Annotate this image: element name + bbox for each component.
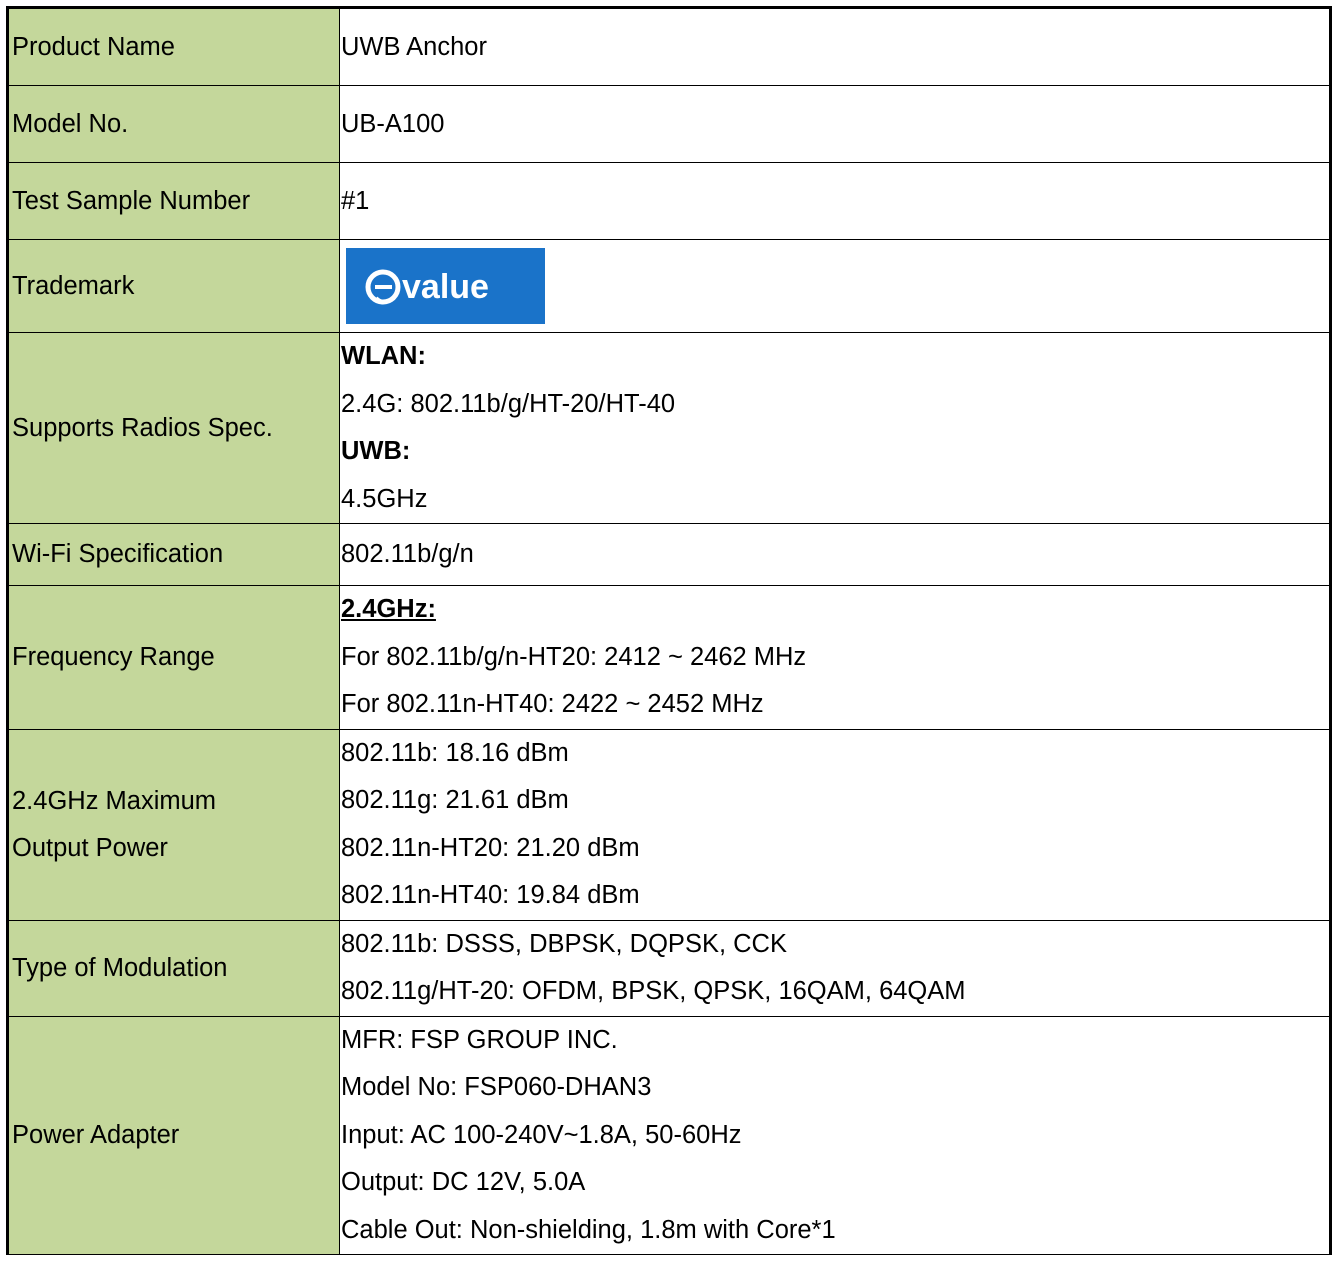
- label-trademark: Trademark: [8, 240, 340, 333]
- value-line: 802.11b: 18.16 dBm: [341, 738, 569, 767]
- table-row: [8, 163, 1331, 240]
- value-line: 802.11n-HT40: 19.84 dBm: [341, 881, 640, 909]
- value-line: 2.4GHz:: [341, 595, 436, 623]
- value-line: For 802.11n-HT40: 2422 ~ 2452 MHz: [341, 690, 764, 718]
- value-model-no: UB-A100: [341, 110, 445, 138]
- value-line: Cable Out: Non-shielding, 1.8m with Core*1: [341, 1215, 836, 1244]
- value-line: 2.4G: 802.11b/g/HT-20/HT-40: [341, 389, 676, 418]
- value-line: Input: AC 100-240V~1.8A, 50-60Hz: [341, 1120, 742, 1149]
- value-test-sample-number: #1: [341, 187, 370, 215]
- table-row: [8, 1016, 1331, 1255]
- table-row: [8, 86, 1331, 163]
- value-line: 802.11n-HT20: 21.20 dBm: [341, 833, 640, 862]
- product-spec-table: [6, 6, 1332, 1255]
- value-line: 802.11g: 21.61 dBm: [341, 786, 569, 814]
- label-type-of-modulation: Type of Modulation: [8, 920, 340, 1016]
- table-row: [8, 729, 1331, 920]
- value-line: 802.11g/HT-20: OFDM, BPSK, QPSK, 16QAM, 64QAM: [341, 977, 966, 1005]
- table-row: [8, 920, 1331, 1016]
- label-power-adapter: Power Adapter: [8, 1016, 340, 1255]
- value-line: MFR: FSP GROUP INC.: [341, 1025, 618, 1054]
- value-line: 4.5GHz: [341, 484, 428, 513]
- label-supports-radios-spec: Supports Radios Spec.: [8, 333, 340, 524]
- table-row: [8, 524, 1331, 586]
- label-wifi-specification: Wi-Fi Specification: [8, 524, 340, 586]
- label-test-sample-number: Test Sample Number: [8, 163, 340, 240]
- label-line: 2.4GHz Maximum: [12, 786, 217, 815]
- value-line: WLAN:: [341, 342, 426, 370]
- label-frequency-range: Frequency Range: [8, 586, 340, 730]
- label-product-name: Product Name: [8, 8, 340, 86]
- value-wifi-specification: 802.11b/g/n: [341, 540, 474, 568]
- value-line: For 802.11b/g/n-HT20: 2412 ~ 2462 MHz: [341, 642, 807, 671]
- value-line: 802.11b: DSSS, DBPSK, DQPSK, CCK: [341, 929, 787, 958]
- value-line: Model No: FSP060-DHAN3: [341, 1073, 652, 1101]
- table-row: [8, 333, 1331, 524]
- table-row: [8, 240, 1331, 333]
- table-row: [8, 8, 1331, 86]
- value-line: Output: DC 12V, 5.0A: [341, 1168, 586, 1196]
- value-product-name: UWB Anchor: [341, 33, 487, 61]
- label-max-output-power: [8, 729, 340, 920]
- svg-text:value: value: [402, 268, 489, 306]
- value-line: UWB:: [341, 437, 411, 465]
- label-line: Output Power: [12, 833, 168, 862]
- label-model-no: Model No.: [8, 86, 340, 163]
- table-row: [8, 586, 1331, 730]
- avalue-logo: [346, 248, 545, 324]
